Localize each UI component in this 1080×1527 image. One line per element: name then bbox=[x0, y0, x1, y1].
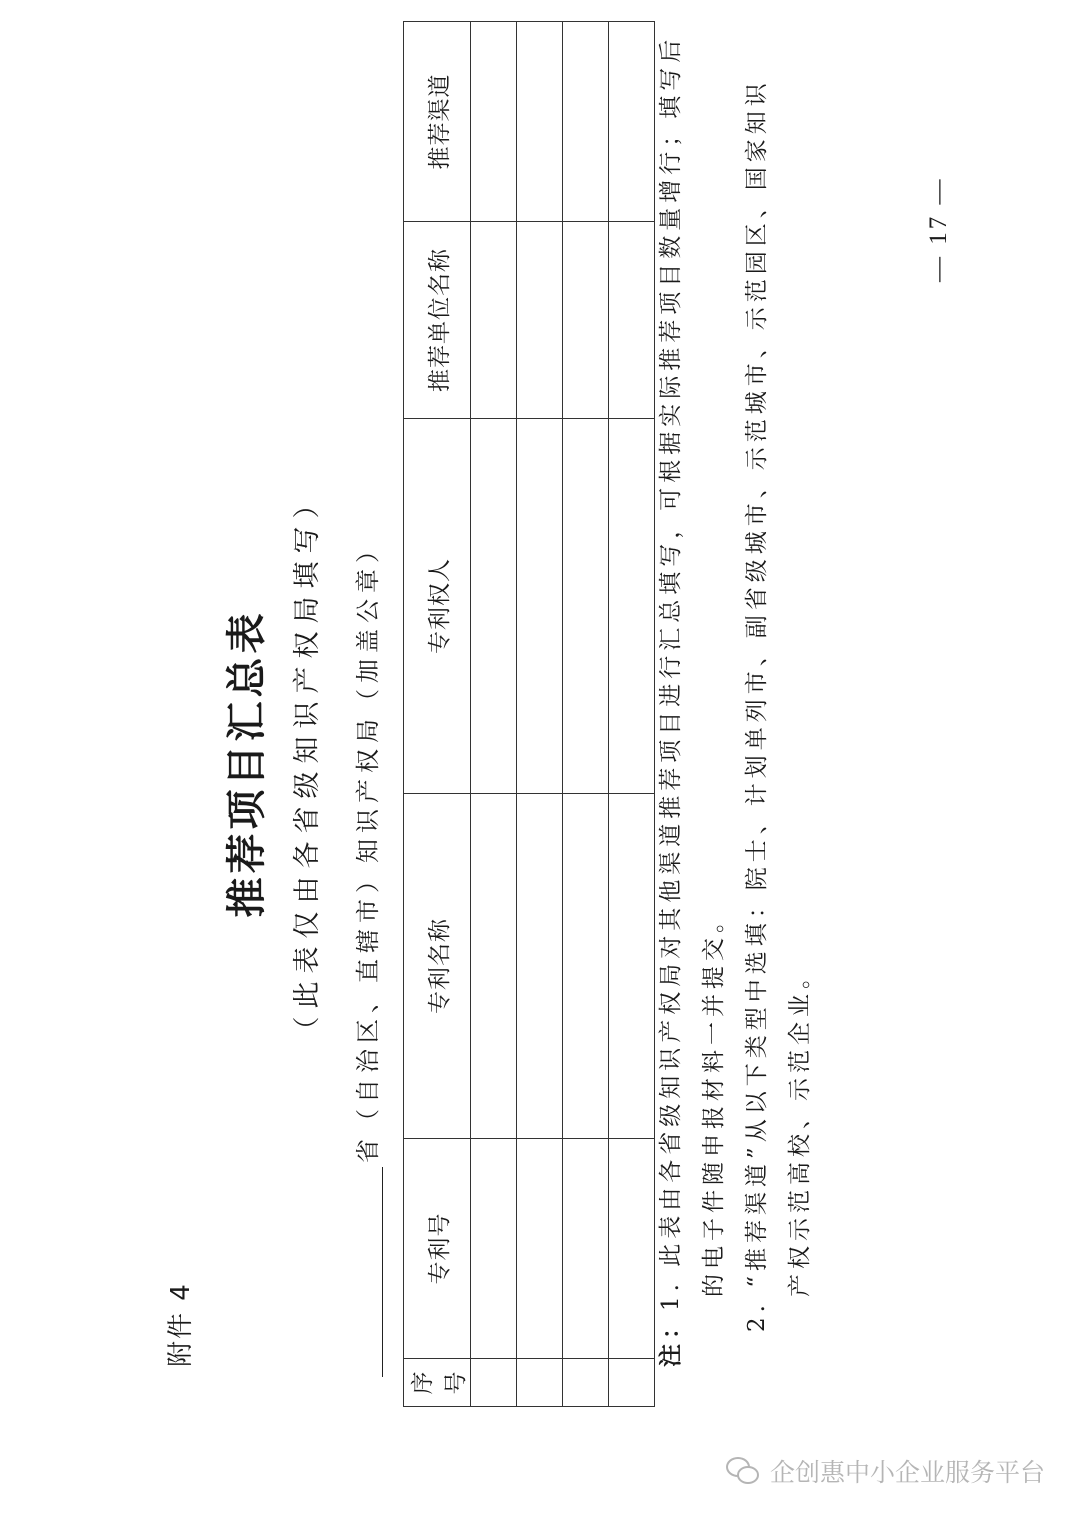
note-item1-number: 1. bbox=[658, 1279, 684, 1311]
table-cell bbox=[563, 22, 609, 222]
table-cell bbox=[609, 1359, 655, 1407]
table-cell bbox=[517, 1139, 563, 1359]
table-row bbox=[563, 22, 609, 1407]
table-cell bbox=[563, 419, 609, 794]
table-cell bbox=[563, 794, 609, 1139]
header-patent-name: 专利名称 bbox=[404, 794, 471, 1139]
page-subtitle: （此表仅由各省级知识产权局填写） bbox=[292, 483, 323, 1044]
table-header-row bbox=[404, 22, 471, 1407]
table-cell bbox=[609, 22, 655, 222]
note-item2-text: “推荐渠道”从以下类型中选填：院士、计划单列市、副省级城市、示范城市、示范园区、国家知识 bbox=[744, 78, 770, 1288]
province-blank bbox=[382, 1167, 383, 1377]
note-line bbox=[736, 78, 779, 1367]
attachment-label: 附件 4 bbox=[166, 1282, 196, 1367]
header-recommending-unit: 推荐单位名称 bbox=[404, 222, 471, 419]
header-index: 序号 bbox=[404, 1359, 471, 1407]
table-cell bbox=[471, 1359, 517, 1407]
watermark bbox=[726, 1453, 1045, 1489]
header-patent-number: 专利号 bbox=[404, 1139, 471, 1359]
note-item2-number: 2. bbox=[744, 1300, 770, 1332]
table-cell bbox=[517, 419, 563, 794]
table-row bbox=[517, 22, 563, 1407]
table-cell bbox=[471, 22, 517, 222]
table-cell bbox=[563, 1359, 609, 1407]
province-line bbox=[348, 533, 383, 1377]
table-cell bbox=[517, 794, 563, 1139]
table-cell bbox=[609, 419, 655, 794]
table-cell bbox=[609, 1139, 655, 1359]
notes bbox=[650, 34, 822, 1367]
note-line bbox=[650, 34, 693, 1367]
header-patentee: 专利权人 bbox=[404, 419, 471, 794]
note-item1-text: 此表由各省级知识产权局对其他渠道推荐项目进行汇总填写，可根据实际推荐项目数量增行；填写后 bbox=[658, 34, 684, 1267]
header-recommend-channel: 推荐渠道 bbox=[404, 22, 471, 222]
page-number: — 17 — bbox=[925, 176, 952, 282]
table-cell bbox=[563, 222, 609, 419]
watermark-text: 企创惠中小企业服务平台 bbox=[769, 1458, 1045, 1487]
table-cell bbox=[609, 222, 655, 419]
note-label: 注： bbox=[658, 1311, 684, 1367]
table-cell bbox=[517, 222, 563, 419]
table-row bbox=[609, 22, 655, 1407]
table-cell bbox=[471, 419, 517, 794]
summary-table bbox=[403, 21, 655, 1407]
province-line-text: 省（自治区、直辖市）知识产权局（加盖公章） bbox=[354, 533, 382, 1163]
wechat-icon bbox=[726, 1457, 760, 1485]
table-row bbox=[471, 22, 517, 1407]
table-cell bbox=[563, 1139, 609, 1359]
table-cell bbox=[471, 1139, 517, 1359]
note-line: 产权示范高校、示范企业。 bbox=[787, 961, 813, 1297]
page-title: 推荐项目汇总表 bbox=[223, 609, 270, 918]
table-cell bbox=[471, 222, 517, 419]
note-line: 的电子件随申报材料一并提交。 bbox=[701, 905, 727, 1297]
table-cell bbox=[517, 1359, 563, 1407]
table-cell bbox=[609, 794, 655, 1139]
table-cell bbox=[517, 22, 563, 222]
table-cell bbox=[471, 794, 517, 1139]
